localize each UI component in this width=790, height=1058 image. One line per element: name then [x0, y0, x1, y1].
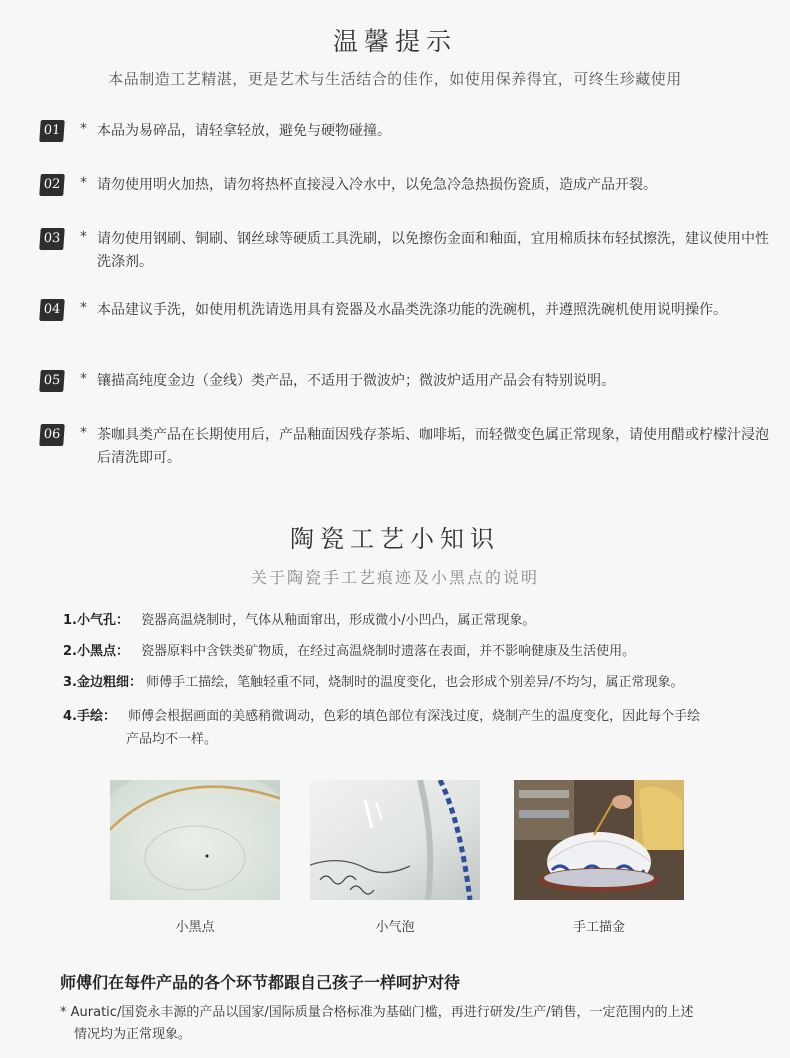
footer-note-line2: 情况均为正常现象。 — [74, 1027, 192, 1042]
photo-caption: 小气泡 — [375, 920, 415, 935]
tip-number-badge: 01 — [39, 120, 65, 142]
tip-number-badge: 03 — [39, 228, 65, 250]
section-subtitle-knowledge: 关于陶瓷手工艺痕迹及小黑点的说明 — [250, 568, 539, 587]
knowledge-item-3 — [63, 671, 763, 694]
section-title-knowledge: 陶瓷工艺小知识 — [290, 525, 500, 553]
tip-number-badge: 02 — [39, 174, 65, 196]
bowl-black-dot-photo — [110, 780, 280, 900]
knowledge-label: 4.手绘： — [63, 709, 116, 724]
tip-text: 镶描高纯度金边（金线）类产品，不适用于微波炉；微波炉适用产品会有特别说明。 — [97, 373, 615, 389]
footer-heading: 师傅们在每件产品的各个环节都跟自己孩子一样呵护对待 — [60, 973, 461, 992]
tip-text: 本品建议手洗，如使用机洗请选用具有瓷器及水晶类洗涤功能的洗碗机，并遵照洗碗机使用说明操作。 — [97, 302, 727, 318]
knowledge-item-4-continued: 产品均不一样。 — [126, 732, 218, 747]
footer-note-line1: Auratic/国瓷永丰源的产品以国家/国际质量合格标准为基础门槛，再进行研发/生产/销售，一定范围内的上述 — [70, 1005, 694, 1020]
knowledge-text: 师傅会根据画面的美感稍微调动，色彩的填色部位有深浅过度，烧制产生的温度变化，因此每个手绘 — [128, 709, 701, 724]
section-subtitle-tips: 本品制造工艺精湛，更是艺术与生活结合的佳作，如使用保养得宜，可终生珍藏使用 — [108, 70, 682, 88]
bullet-star: * — [80, 175, 87, 191]
bullet-star: * — [80, 229, 87, 245]
knowledge-item-1 — [63, 609, 763, 632]
knowledge-label: 3.金边粗细： — [63, 675, 142, 690]
knowledge-label: 2.小黑点： — [63, 644, 129, 659]
tip-text: 请勿使用明火加热，请勿将热杯直接浸入冷水中，以免急冷急热损伤瓷质，造成产品开裂。 — [97, 177, 657, 193]
section-title-tips: 温馨提示 — [332, 27, 457, 56]
tip-number-badge: 04 — [39, 299, 65, 321]
knowledge-label: 1.小气孔： — [63, 613, 129, 628]
photo-caption: 小黑点 — [175, 920, 215, 935]
knowledge-text: 师傅手工描绘，笔触轻重不同，烧制时的温度变化，也会形成个别差异/不均匀，属正常现象。 — [146, 675, 684, 690]
tip-text: 茶咖具类产品在长期使用后，产品釉面因残存茶垢、咖啡垢，而轻微变色属正常现象，请使用醋或柠檬汁浸泡后清洗即可。 — [97, 427, 769, 466]
tip-number-badge: 06 — [39, 424, 65, 446]
bullet-star: * — [80, 371, 87, 387]
knowledge-text: 瓷器原料中含铁类矿物质，在经过高温烧制时遗落在表面，并不影响健康及生活使用。 — [141, 644, 636, 659]
hand-gilding-photo — [514, 780, 684, 900]
photo-caption: 手工描金 — [572, 920, 625, 935]
bullet-star: * — [60, 1005, 67, 1020]
knowledge-item-4 — [63, 705, 763, 728]
bullet-star: * — [80, 121, 87, 137]
tip-text: 本品为易碎品，请轻拿轻放，避免与硬物碰撞。 — [97, 123, 391, 139]
footer-note — [60, 1002, 760, 1046]
knowledge-item-2 — [63, 640, 763, 663]
tip-number-badge: 05 — [39, 370, 65, 392]
bullet-star: * — [80, 300, 87, 316]
tip-text: 请勿使用钢刷、铜刷、钢丝球等硬质工具洗刷，以免擦伤金面和釉面，宜用棉质抹布轻拭擦洗，建议使用中性洗涤剂。 — [97, 231, 769, 270]
bowl-bubble-photo — [310, 780, 480, 900]
knowledge-text: 瓷器高温烧制时，气体从釉面窜出，形成微小/小凹凸，属正常现象。 — [141, 613, 536, 628]
bullet-star: * — [80, 425, 87, 441]
